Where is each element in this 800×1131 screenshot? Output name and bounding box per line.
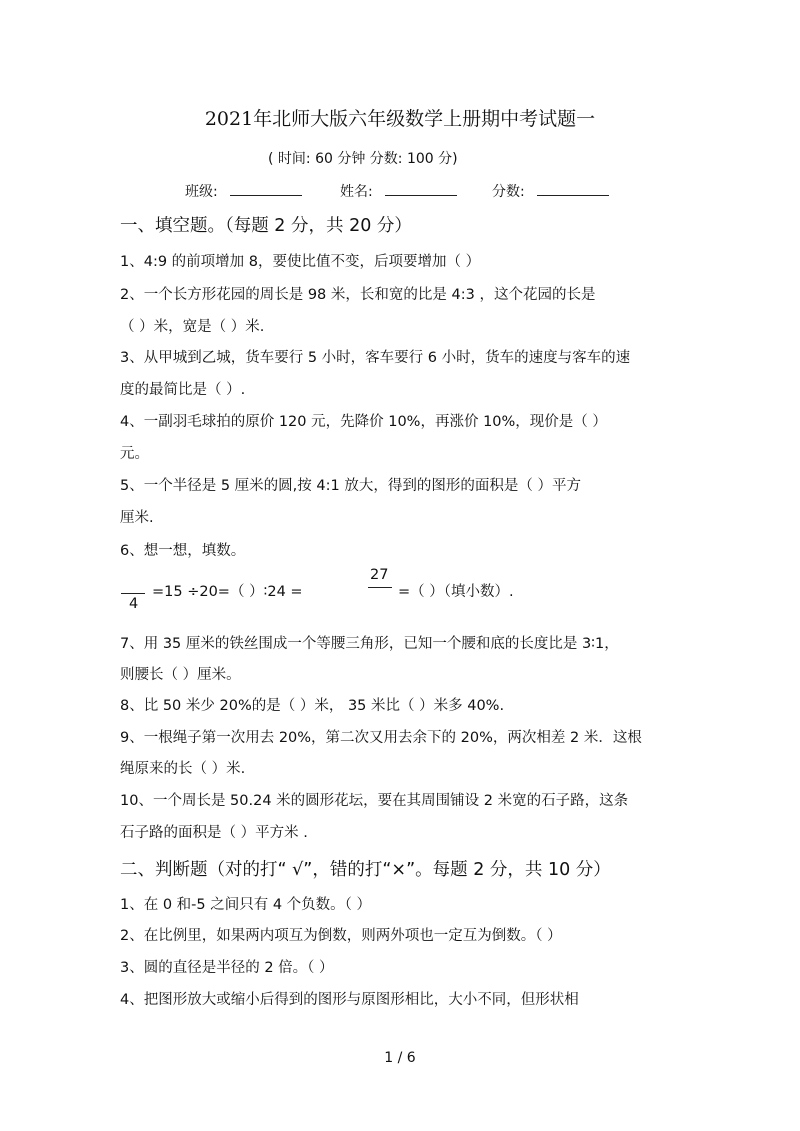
- class-blank: [230, 181, 302, 196]
- fraction-bar-blank: [121, 593, 145, 594]
- question-line: 1、4:9 的前项增加 8，要使比值不变，后项要增加（ ）: [120, 254, 481, 270]
- fraction-numerator: 27: [370, 567, 389, 583]
- question-line: 2、一个长方形花园的周长是 98 米，长和宽的比是 4:3 ，这个花园的长是: [120, 287, 596, 303]
- question-line: 3、圆的直径是半径的 2 倍。（ ）: [120, 960, 334, 976]
- score-label: 分数:: [492, 184, 525, 200]
- section1-heading: 一、填空题。（每题 2 分，共 20 分）: [120, 216, 412, 236]
- question-line: 厘米.: [120, 510, 154, 526]
- question-line: 6、想一想，填数。: [120, 543, 246, 559]
- question-line: 绳原来的长（ ）米.: [120, 761, 246, 777]
- fraction-denominator: 4: [129, 596, 139, 612]
- question-line: 则腰长（ ）厘米。: [120, 667, 241, 683]
- question-line: 5、一个半径是 5 厘米的圆,按 4:1 放大，得到的图形的面积是（ ）平方: [120, 478, 581, 494]
- score-field: [492, 181, 609, 201]
- name-field: [340, 181, 457, 201]
- score-blank: [537, 181, 609, 196]
- document-title: 2021年北师大版六年级数学上册期中考试题一: [204, 108, 596, 130]
- question-line: 7、用 35 厘米的铁丝围成一个等腰三角形，已知一个腰和底的长度比是 3∶1，: [120, 636, 619, 652]
- fraction-bar: [368, 587, 392, 588]
- q6-expression-part2: =（ ）（填小数）.: [398, 584, 514, 600]
- question-line: 4、一副羽毛球拍的原价 120 元，先降价 10%，再涨价 10%，现价是（ ）: [120, 414, 607, 430]
- class-label: 班级:: [185, 184, 218, 200]
- section2-heading: 二、判断题（对的打“ √”，错的打“×”。每题 2 分，共 10 分）: [120, 860, 611, 880]
- question-line: 石子路的面积是（ ）平方米 .: [120, 825, 308, 841]
- exam-subtitle: ( 时间: 60 分钟 分数: 100 分): [268, 151, 458, 167]
- question-line: 度的最简比是（ ）.: [120, 382, 246, 398]
- page-number: 1 / 6: [384, 1050, 416, 1066]
- q6-expression-part1: =15 ÷20=（ ）∶24 =: [152, 584, 303, 600]
- name-blank: [385, 181, 457, 196]
- question-line: 9、一根绳子第一次用去 20%，第二次又用去余下的 20%，两次相差 2 米．这根: [120, 730, 642, 746]
- question-line: 1、在 0 和-5 之间只有 4 个负数。（ ）: [120, 897, 372, 913]
- question-line: 4、把图形放大或缩小后得到的图形与原图形相比，大小不同，但形状相: [120, 992, 579, 1008]
- question-line: 8、比 50 米少 20%的是（ ）米， 35 米比（ ）米多 40%.: [120, 698, 505, 714]
- class-field: [185, 181, 302, 201]
- question-line: （ ）米，宽是（ ）米.: [120, 319, 265, 335]
- question-line: 2、在比例里，如果两内项互为倒数，则两外项也一定互为倒数。（ ）: [120, 928, 562, 944]
- question-line: 3、从甲城到乙城，货车要行 5 小时，客车要行 6 小时，货车的速度与客车的速: [120, 350, 631, 366]
- name-label: 姓名:: [340, 184, 373, 200]
- question-line: 元。: [120, 446, 149, 462]
- question-line: 10、一个周长是 50.24 米的圆形花坛，要在其周围铺设 2 米宽的石子路，这条: [120, 793, 629, 809]
